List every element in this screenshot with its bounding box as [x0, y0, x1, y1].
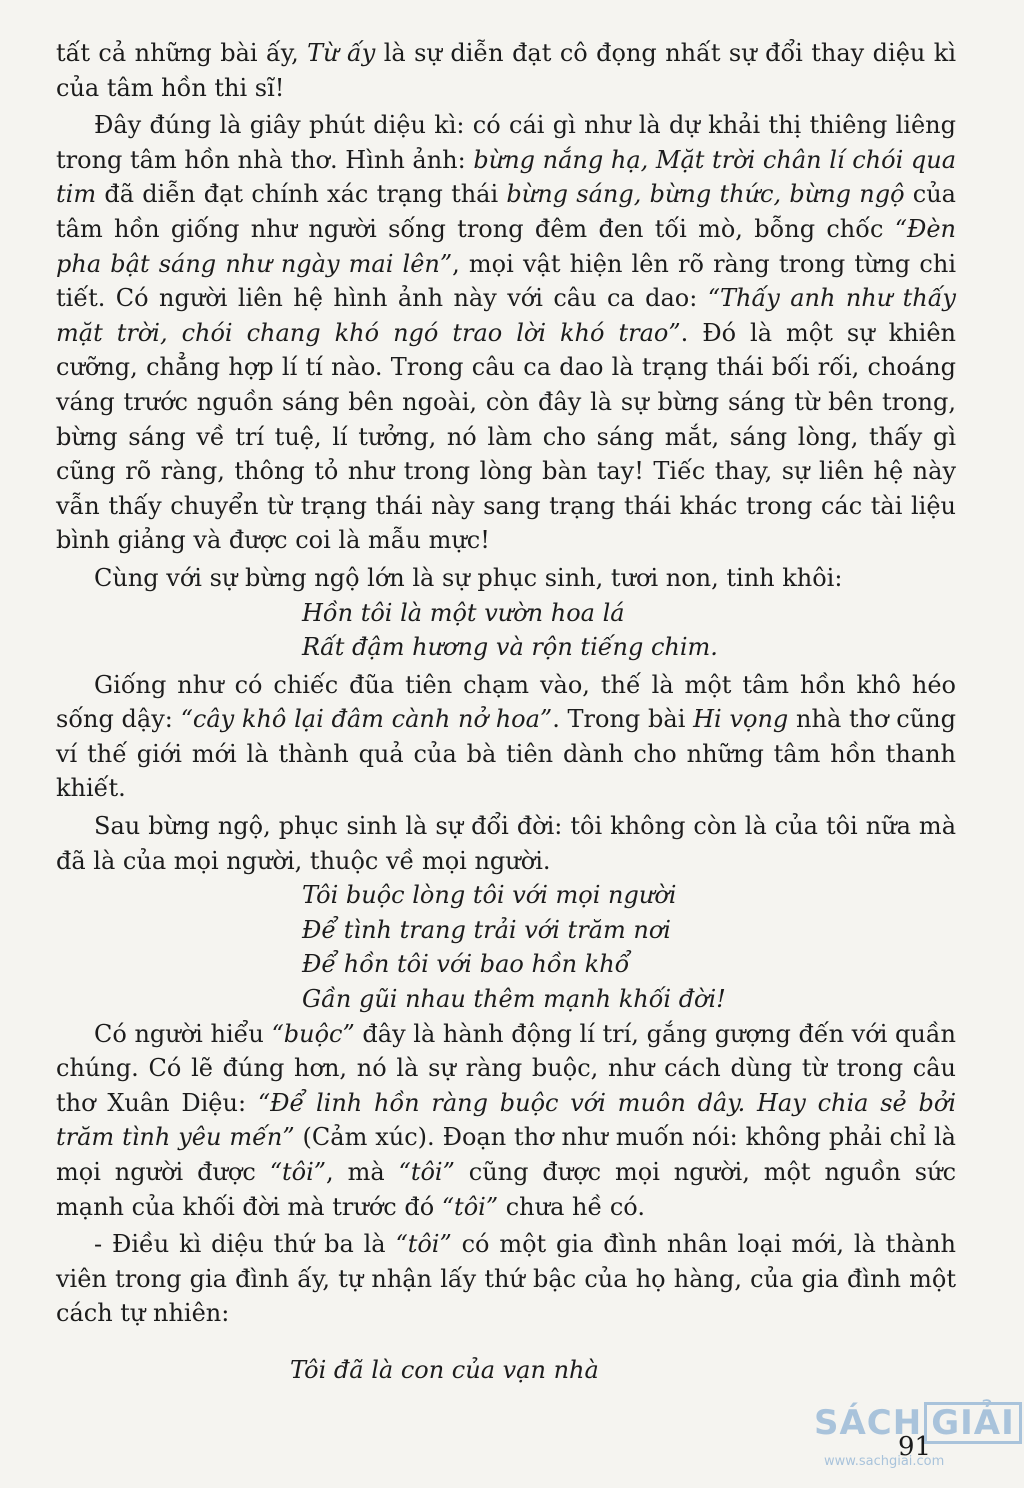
watermark-url: www.sachgiai.com	[824, 1454, 945, 1469]
quotation: “Đèn pha bật sáng như ngày mai lên”	[56, 214, 956, 278]
poem-line: Để tình trang trải với trăm nơi	[302, 915, 671, 944]
paragraph-6: Có người hiểu “buộc” đây là hành động lí trí, gắng gượng đến với quần chúng. Có lẽ đúng hơn, nó là sự ràng buộc, như cách dùng từ trong câu thơ Xuân Diệu: “Để linh hồn ràng buộc với muôn dây. Hay chia sẻ bởi trăm tình yêu mến” (Cảm xúc). Đoạn thơ như muốn nói: không phải chỉ là mọi người được “tôi”, mà “tôi” cũng được mọi người, một nguồn sức mạnh của khối đời mà trước đó “tôi” chưa hề có.	[56, 1019, 957, 1221]
quotation: “tôi”	[269, 1158, 327, 1186]
quotation: “tôi”	[395, 1230, 452, 1259]
paragraph-5: Sau bừng ngộ, phục sinh là sự đổi đời: tôi không còn là của tôi nữa mà đã là của mọi người, thuộc về mọi người.	[56, 812, 956, 875]
poem-line: Rất đậm hương và rộn tiếng chim.	[302, 633, 718, 662]
watermark-logo: SÁCH GIẢI	[814, 1402, 1022, 1444]
poem-excerpt-1	[56, 596, 956, 665]
quotation: “Để linh hồn ràng buộc với muôn dây. Hay chia sẻ bởi trăm tình yêu mến”	[56, 1088, 956, 1152]
paragraph-7: - Điều kì diệu thứ ba là “tôi” có một gia đình nhân loại mới, là thành viên trong gia đình ấy, tự nhận lấy thứ bậc của họ hàng, của gia đình một cách tự nhiên:	[56, 1230, 957, 1328]
poem-line: Gần gũi nhau thêm mạnh khối đời!	[302, 985, 726, 1014]
poem-excerpt-3	[56, 1353, 956, 1388]
poem-line: Để hồn tôi với bao hồn khổ	[302, 950, 630, 979]
quotation: “buộc”	[271, 1019, 355, 1048]
body-text	[56, 36, 956, 1388]
poem-line: Tôi đã là con của vạn nhà	[290, 1355, 599, 1384]
paragraph-4: Giống như có chiếc đũa tiên chạm vào, thế là một tâm hồn khô héo sống dậy: “cây khô lại đâm cành nở hoa”. Trong bài Hi vọng nhà thơ cũng ví thế giới mới là thành quả của bà tiên dành cho những tâm hồn thanh khiết.	[56, 670, 956, 803]
poem-title: Hi vọng	[693, 705, 789, 734]
emphasis: Từ ấy	[307, 39, 376, 67]
poem-line: Hồn tôi là một vườn hoa lá	[302, 598, 625, 627]
quotation: “Thấy anh như thấy mặt trời, chói chang khó ngó trao lời khó trao”	[56, 284, 956, 347]
paragraph-2: Đây đúng là giây phút diệu kì: có cái gì như là dự khải thị thiêng liêng trong tâm hồn nhà thơ. Hình ảnh: bừng nắng hạ, Mặt trời chân lí chói qua tim đã diễn đạt chính xác trạng thái bừng sáng, bừng thức, bừng ngộ của tâm hồn giống như người sống trong đêm đen tối mò, bỗng chốc “Đèn pha bật sáng như ngày mai lên”, mọi vật hiện lên rõ ràng trong từng chi tiết. Có người liên hệ hình ảnh này với câu ca dao: “Thấy anh như thấy mặt trời, chói chang khó ngó trao lời khó trao”. Đó là một sự khiên cưỡng, chẳng hợp lí tí nào. Trong câu ca dao là trạng thái bối rối, choáng váng trước nguồn sáng bên ngoài, còn đây là sự bừng sáng từ bên trong, bừng sáng về trí tuệ, lí tưởng, nó làm cho sáng mắt, sáng lòng, thấy gì cũng rõ ràng, thông tỏ như trong lòng bàn tay! Tiếc thay, sự liên hệ này vẫn thấy chuyển từ trạng thái này sang trạng thái khác trong các tài liệu bình giảng và được coi là mẫu mực!	[56, 111, 957, 555]
poem-line: Tôi buộc lòng tôi với mọi người	[302, 881, 677, 910]
paragraph-3: Cùng với sự bừng ngộ lớn là sự phục sinh, tươi non, tinh khôi:	[94, 563, 843, 592]
emphasis: bừng sáng, bừng thức, bừng ngộ	[506, 180, 905, 209]
quotation: “tôi”	[398, 1158, 455, 1186]
poem-excerpt-2	[56, 878, 956, 1016]
watermark-logo-box: GIẢI	[924, 1402, 1022, 1444]
quotation: “tôi”	[441, 1192, 499, 1221]
paragraph-1: tất cả những bài ấy, Từ ấy là sự diễn đạt cô đọng nhất sự đổi thay diệu kì của tâm hồn thi sĩ!	[56, 39, 957, 102]
quotation: “cây khô lại đâm cành nở hoa”	[180, 705, 553, 734]
page-number: 91	[898, 1432, 932, 1462]
emphasis: bừng nắng hạ, Mặt trời chân lí chói qua tim	[56, 145, 957, 209]
